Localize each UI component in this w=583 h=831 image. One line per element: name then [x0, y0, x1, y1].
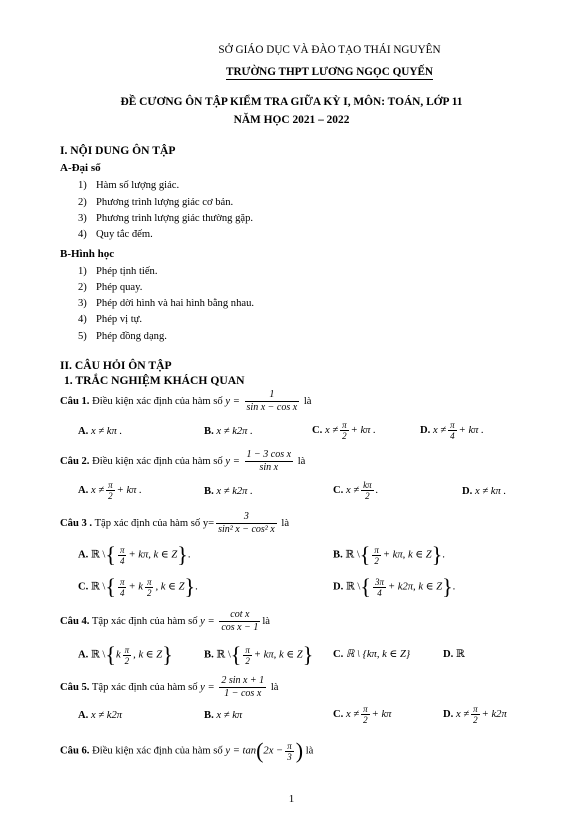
option-prefix: ℝ \	[345, 581, 361, 593]
option-middle: k	[115, 649, 121, 661]
option-letter: D.	[333, 581, 344, 593]
option-prefix: ℝ \	[216, 649, 231, 661]
option-letter: B.	[204, 426, 214, 437]
denominator: 4	[119, 555, 125, 566]
left-brace-icon: {	[360, 574, 371, 599]
option-c[interactable]	[333, 648, 410, 660]
option-fraction	[448, 420, 457, 441]
list-number: 2)	[78, 282, 87, 293]
option-letter: A.	[78, 426, 89, 437]
numerator: 3	[216, 511, 277, 524]
option-letter: C.	[312, 424, 323, 436]
page-number: 1	[288, 793, 295, 805]
question-label: Câu 2.	[60, 455, 90, 467]
option-prefix: ℝ \	[90, 549, 106, 561]
list-item	[78, 331, 167, 342]
numerator: π	[473, 704, 478, 714]
department-name: SỞ GIÁO DỤC VÀ ĐÀO TẠO THÁI NGUYÊN	[218, 44, 441, 56]
option-letter: A.	[78, 710, 89, 721]
question-tail: là	[281, 517, 290, 529]
numerator: 1	[245, 389, 300, 402]
option-fraction	[340, 420, 349, 441]
formula-fraction	[285, 741, 294, 762]
list-item	[78, 197, 233, 208]
right-brace-icon: }	[431, 542, 443, 567]
numerator: π	[119, 544, 125, 555]
list-text: Quy tắc đếm.	[96, 229, 153, 240]
left-brace-icon: {	[105, 574, 116, 599]
question-label: Câu 5.	[60, 681, 90, 693]
numerator: π	[450, 420, 455, 430]
right-brace-icon: }	[184, 574, 196, 599]
option-prefix: ℝ \	[90, 649, 106, 661]
formula-fraction	[219, 609, 260, 634]
school-name	[38, 66, 583, 78]
section-2-subtitle: 1. TRẮC NGHIỆM KHÁCH QUAN	[64, 374, 245, 387]
numerator: π	[287, 740, 292, 751]
geometry-title: B-Hình học	[60, 248, 115, 260]
option-suffix: + kπ	[371, 708, 392, 720]
option-suffix: + kπ .	[350, 424, 376, 436]
list-item	[78, 180, 179, 191]
question-3	[60, 511, 289, 536]
option-b[interactable]	[204, 426, 253, 437]
option-fraction	[123, 645, 132, 666]
denominator: 4	[450, 431, 455, 441]
option-letter: C.	[333, 649, 344, 660]
left-brace-icon: {	[105, 642, 116, 667]
question-label: Câu 3 .	[60, 517, 93, 529]
option-suffix: + kπ, k ∈ Z	[253, 649, 303, 661]
denominator: 2	[124, 655, 130, 666]
question-5	[60, 675, 279, 700]
option-prefix: x ≠	[455, 708, 470, 720]
question-text: Điều kiện xác định của hàm số	[92, 745, 223, 757]
option-c[interactable]: C. ℝ \{ $\frac{\pi}{4}$ + k $\frac{\pi}{2}$ , k ∈ Z}.	[78, 574, 198, 599]
option-fraction	[373, 577, 386, 598]
option-prefix: x ≠	[432, 424, 447, 436]
option-prefix: ℝ \	[345, 549, 360, 561]
school-year: NĂM HỌC 2021 – 2022	[233, 114, 350, 126]
option-fraction	[106, 480, 115, 501]
right-brace-icon: }	[442, 574, 453, 599]
list-number: 3)	[78, 298, 87, 309]
denominator: 2	[363, 715, 368, 725]
right-paren-icon: )	[295, 738, 304, 763]
formula-inner: 2x −	[263, 745, 284, 757]
option-value: x ≠ k2π .	[216, 486, 253, 497]
denominator: cos x − 1	[221, 622, 259, 633]
option-value: x ≠ kπ .	[474, 486, 507, 497]
question-tail: là	[297, 455, 306, 467]
option-b[interactable]	[204, 710, 242, 721]
list-number: 2)	[78, 197, 87, 208]
option-fraction	[361, 480, 374, 501]
denominator: 2	[473, 715, 478, 725]
numerator: 3π	[374, 576, 384, 587]
denominator: sin x − cos x	[246, 402, 298, 413]
denominator: 2	[108, 491, 113, 501]
option-c[interactable]	[312, 420, 376, 441]
list-number: 1)	[78, 266, 87, 277]
school-name-text: TRƯỜNG THPT LƯƠNG NGỌC QUYẾN	[226, 66, 433, 78]
option-value: ℝ	[455, 649, 465, 660]
right-brace-icon: }	[302, 642, 314, 667]
option-a[interactable]: A. ℝ \{ $\frac{\pi}{4}$ + kπ, k ∈ Z}.	[78, 542, 191, 567]
option-fraction	[361, 704, 370, 725]
section-1-title: I. NỘI DUNG ÔN TẬP	[60, 144, 176, 157]
numerator: π	[119, 576, 125, 587]
left-brace-icon: {	[105, 542, 116, 567]
option-b[interactable]	[204, 642, 313, 668]
option-value: ℝ \ {kπ, k ∈ Z}	[345, 649, 411, 660]
list-text: Phép quay.	[96, 282, 143, 293]
numerator: 2 sin x + 1	[221, 675, 265, 686]
option-d[interactable]	[462, 486, 506, 497]
denominator: 3	[287, 751, 292, 762]
question-text: Tập xác định của hàm số	[91, 681, 198, 693]
option-a[interactable]	[78, 710, 122, 721]
option-fraction	[243, 645, 252, 666]
option-letter: B.	[204, 486, 214, 497]
option-prefix: ℝ \	[90, 581, 106, 593]
list-number: 1)	[78, 180, 87, 191]
option-d[interactable]	[420, 420, 484, 441]
option-value: x ≠ kπ .	[90, 426, 123, 437]
list-item	[78, 314, 142, 325]
list-text: Phương trình lượng giác thường gặp.	[96, 213, 254, 224]
option-suffix: + kπ, k ∈ Z	[128, 549, 178, 561]
question-4	[60, 609, 270, 634]
question-text: Điều kiện xác định của hàm số	[92, 455, 223, 467]
question-text: Tập xác định của hàm số	[91, 615, 198, 627]
option-value: x ≠ kπ	[216, 710, 243, 721]
question-label: Câu 4.	[60, 615, 90, 627]
option-letter: D.	[443, 708, 454, 720]
list-text: Phương trình lượng giác cơ bản.	[96, 197, 234, 208]
option-letter: C.	[78, 581, 89, 593]
option-letter: A.	[78, 549, 89, 561]
option-d[interactable]	[443, 704, 507, 725]
option-value: x ≠ k2π	[90, 710, 123, 721]
formula-lhs: y =	[225, 455, 240, 467]
numerator: π	[342, 420, 347, 430]
option-fraction	[372, 545, 381, 566]
list-number: 4)	[78, 229, 87, 240]
formula-lhs: y =	[200, 615, 215, 627]
list-text: Phép đồng dạng.	[96, 331, 167, 342]
option-fraction	[118, 577, 127, 598]
right-brace-icon: }	[162, 642, 173, 667]
section-2-title: II. CÂU HỎI ÔN TẬP	[60, 359, 172, 372]
list-number: 4)	[78, 314, 87, 325]
left-paren-icon: (	[256, 738, 264, 763]
option-suffix: .	[375, 484, 379, 496]
option-suffix: + k2π, k ∈ Z	[387, 581, 443, 593]
list-number: 5)	[78, 331, 87, 342]
option-suffix: + kπ, k ∈ Z	[382, 549, 432, 561]
option-b[interactable]: B. ℝ \{ $\frac{\pi}{2}$ + kπ, k ∈ Z}.	[333, 542, 445, 567]
option-d[interactable]	[443, 648, 465, 660]
denominator: 2	[146, 587, 152, 598]
algebra-title: A-Đại số	[60, 162, 101, 174]
question-tail: là	[270, 681, 279, 693]
formula-lhs: y = tan	[225, 745, 257, 757]
list-item	[78, 298, 254, 309]
right-brace-icon: }	[177, 542, 188, 567]
question-2	[60, 449, 305, 474]
denominator: 2	[365, 491, 370, 501]
list-item	[78, 229, 153, 240]
option-middle: + k	[128, 581, 143, 593]
question-text: Điều kiện xác định của hàm số	[92, 395, 223, 407]
list-text: Hàm số lượng giác.	[96, 180, 180, 191]
left-brace-icon: {	[230, 642, 242, 667]
option-fraction-2	[145, 577, 154, 598]
denominator: 4	[119, 587, 125, 598]
option-fraction	[471, 704, 480, 725]
option-letter: D.	[462, 486, 473, 497]
question-1	[60, 389, 311, 414]
question-label: Câu 6.	[60, 745, 90, 757]
option-d[interactable]: D. ℝ \{ $\frac{3\pi}{4}$ + k2π, k ∈ Z}.	[333, 574, 456, 599]
numerator: cot x	[219, 609, 260, 622]
list-text: Phép dời hình và hai hình bằng nhau.	[96, 298, 255, 309]
left-brace-icon: {	[359, 542, 371, 567]
question-text: Tập xác định của hàm số y=	[94, 517, 215, 529]
option-value: x ≠ k2π .	[216, 426, 253, 437]
question-label: Câu 1.	[60, 395, 90, 407]
option-letter: B.	[204, 649, 214, 661]
option-prefix: x ≠	[90, 484, 105, 496]
question-tail: là	[305, 745, 314, 757]
document-title: ĐỀ CƯƠNG ÔN TẬP KIỂM TRA GIỮA KỲ I, MÔN: TOÁN, LỚP 11	[120, 96, 463, 108]
question-6	[60, 738, 313, 764]
numerator: π	[363, 704, 368, 714]
list-text: Phép vị tự.	[96, 314, 143, 325]
denominator: 2	[245, 655, 250, 666]
formula-lhs: y =	[225, 395, 240, 407]
formula-fraction	[245, 449, 294, 474]
option-c[interactable]	[333, 480, 378, 501]
formula-fraction	[216, 511, 277, 536]
denominator: 1 − cos x	[224, 688, 262, 699]
option-letter: A.	[78, 484, 89, 496]
numerator: π	[245, 644, 250, 655]
option-letter: D.	[420, 424, 431, 436]
denominator: sin² x − cos² x	[218, 524, 275, 535]
question-tail: là	[303, 395, 312, 407]
list-number: 3)	[78, 213, 87, 224]
numerator: π	[374, 544, 379, 555]
option-a[interactable]	[78, 480, 142, 501]
numerator: π	[108, 480, 113, 490]
option-letter: D.	[443, 649, 454, 660]
option-suffix: + k2π	[481, 708, 507, 720]
option-suffix: + kπ .	[116, 484, 142, 496]
formula-lhs: y =	[200, 681, 215, 693]
list-text: Phép tịnh tiến.	[96, 266, 158, 277]
numerator: 1 − 3 cos x	[246, 449, 292, 460]
option-fraction	[118, 545, 127, 566]
list-item	[78, 266, 158, 277]
numerator: kπ	[363, 480, 372, 490]
question-tail: là	[262, 615, 271, 627]
option-suffix: + kπ .	[458, 424, 484, 436]
option-prefix: x ≠	[324, 424, 339, 436]
option-suffix: , k ∈ Z	[155, 581, 185, 593]
option-prefix: x ≠	[345, 708, 360, 720]
option-a[interactable]	[78, 426, 122, 437]
denominator: 4	[377, 587, 382, 598]
list-item	[78, 213, 253, 224]
denominator: sin x	[259, 462, 279, 473]
option-letter: B.	[204, 710, 214, 721]
denominator: 2	[342, 431, 347, 441]
list-item	[78, 282, 142, 293]
denominator: 2	[374, 555, 379, 566]
formula-fraction	[245, 389, 300, 414]
option-a[interactable]	[78, 642, 173, 668]
option-c[interactable]	[333, 704, 391, 725]
option-letter: A.	[78, 649, 89, 661]
option-prefix: x ≠	[345, 484, 360, 496]
option-letter: C.	[333, 484, 344, 496]
option-letter: B.	[333, 549, 343, 561]
formula-fraction	[219, 675, 266, 700]
option-b[interactable]	[204, 486, 253, 497]
option-letter: C.	[333, 708, 344, 720]
option-suffix: , k ∈ Z	[133, 649, 163, 661]
numerator: π	[146, 576, 152, 587]
numerator: π	[124, 644, 130, 655]
